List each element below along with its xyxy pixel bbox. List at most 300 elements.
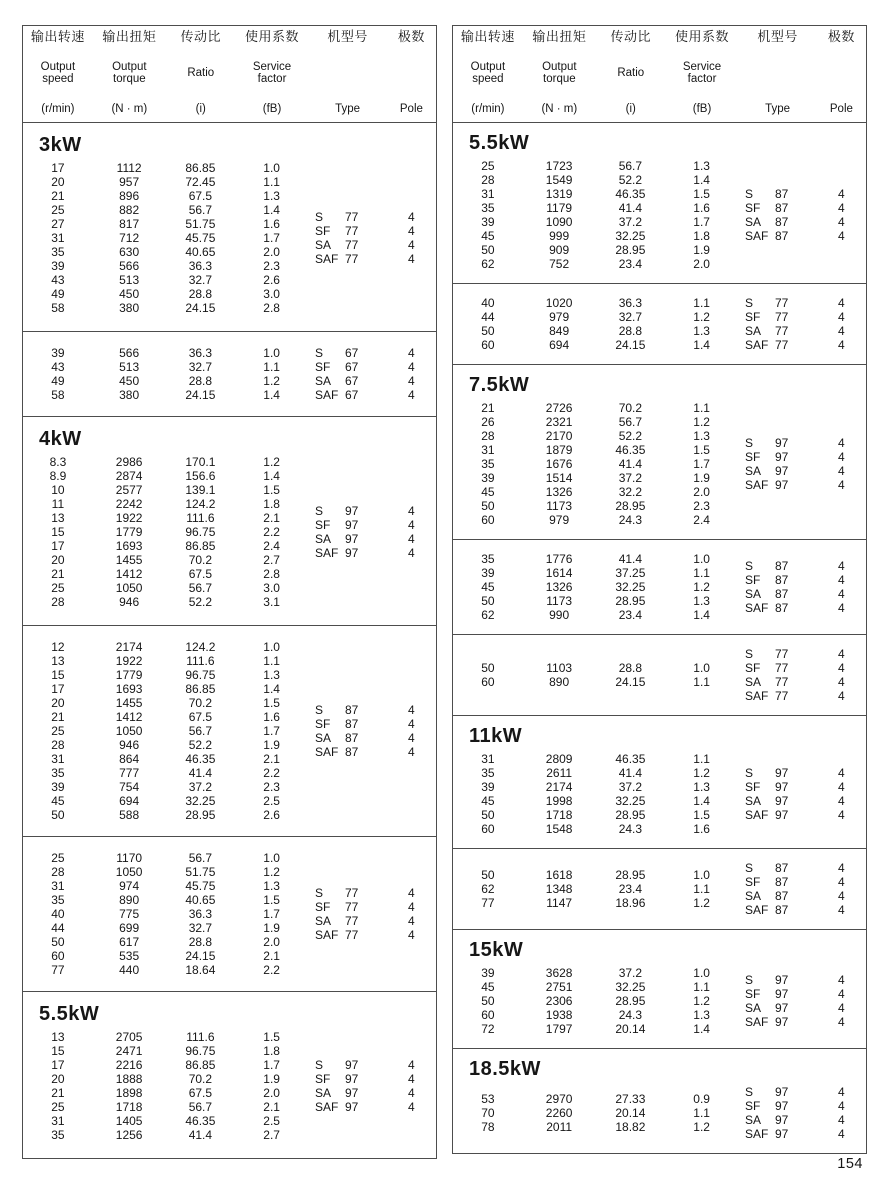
type-row xyxy=(738,464,866,478)
type-row xyxy=(738,436,866,450)
cell-output-torque: 380 xyxy=(119,388,140,402)
type-size: 87 xyxy=(344,717,359,731)
cell-output-torque: 1412 xyxy=(115,710,143,724)
column-header-zh: 输出转速 xyxy=(30,29,85,44)
table-row xyxy=(453,296,738,310)
table-row xyxy=(23,654,308,668)
table-row xyxy=(23,301,308,315)
cell-output-torque: 1412 xyxy=(115,567,143,581)
cell-type xyxy=(738,1001,817,1015)
table-row xyxy=(23,567,308,581)
cell-output-speed: 60 xyxy=(481,1008,495,1022)
type-row xyxy=(738,808,866,822)
cell-output-torque: 1103 xyxy=(546,661,573,675)
type-row xyxy=(308,717,436,731)
table-row xyxy=(453,1092,738,1106)
cell-output-speed: 35 xyxy=(481,552,495,566)
type-rows xyxy=(308,504,436,560)
cell-service-factor: 1.3 xyxy=(263,879,280,893)
table-row xyxy=(453,896,738,910)
column-header-en: Output torque xyxy=(112,60,147,85)
cell-ratio: 24.15 xyxy=(615,338,646,352)
cell-type xyxy=(738,1099,817,1113)
column-header-zh: 极数 xyxy=(827,29,855,44)
section-title: 5.5kW xyxy=(39,1003,100,1025)
data-rows xyxy=(453,1092,738,1134)
type-row xyxy=(738,478,866,492)
table-row xyxy=(23,921,308,935)
cell-ratio: 28.8 xyxy=(618,324,643,338)
column-header-output-speed xyxy=(453,31,523,115)
cell-output-torque: 617 xyxy=(119,935,140,949)
cell-ratio: 32.25 xyxy=(185,794,216,808)
cell-service-factor: 2.4 xyxy=(693,513,710,527)
cell-service-factor: 1.8 xyxy=(263,497,280,511)
type-size: 87 xyxy=(774,601,789,615)
type-row xyxy=(308,900,436,914)
cell-ratio: 46.35 xyxy=(615,752,646,766)
type-size: 77 xyxy=(344,238,359,252)
cell-output-torque: 1147 xyxy=(546,896,573,910)
table-row xyxy=(23,1058,308,1072)
cell-output-speed: 50 xyxy=(481,808,495,822)
table-row xyxy=(23,217,308,231)
table-row xyxy=(453,868,738,882)
table-row xyxy=(453,173,738,187)
section-body xyxy=(453,159,866,271)
type-series: SAF xyxy=(314,928,339,942)
spec-table-right xyxy=(452,25,867,1154)
type-size: 97 xyxy=(774,450,789,464)
cell-output-torque: 754 xyxy=(119,780,140,794)
type-row xyxy=(738,987,866,1001)
column-header-en: Output speed xyxy=(470,60,506,85)
type-size: 97 xyxy=(774,478,789,492)
type-series: SAF xyxy=(314,1100,339,1114)
cell-output-torque: 694 xyxy=(549,338,570,352)
type-series: SA xyxy=(314,374,331,388)
type-size: 77 xyxy=(774,675,789,689)
type-series: S xyxy=(744,861,753,875)
table-row xyxy=(453,201,738,215)
cell-service-factor: 2.0 xyxy=(263,1086,280,1100)
cell-output-speed: 25 xyxy=(51,581,65,595)
cell-ratio: 52.2 xyxy=(618,173,643,187)
column-header-ratio xyxy=(166,31,236,115)
cell-output-speed: 39 xyxy=(51,259,65,273)
cell-type xyxy=(308,346,387,360)
cell-output-speed: 60 xyxy=(481,675,495,689)
cell-type xyxy=(308,238,387,252)
cell-type xyxy=(738,689,817,703)
cell-service-factor: 1.6 xyxy=(693,822,710,836)
type-size: 97 xyxy=(774,436,789,450)
cell-service-factor: 1.0 xyxy=(693,966,710,980)
cell-pole: 4 xyxy=(837,559,845,573)
cell-output-speed: 20 xyxy=(51,175,65,189)
cell-output-torque: 1797 xyxy=(545,1022,573,1036)
cell-output-speed: 21 xyxy=(51,567,65,581)
cell-pole: 4 xyxy=(407,360,415,374)
cell-output-torque: 1050 xyxy=(115,724,143,738)
cell-ratio: 67.5 xyxy=(188,1086,213,1100)
cell-output-torque: 2216 xyxy=(115,1058,143,1072)
table-row xyxy=(23,907,308,921)
cell-service-factor: 2.8 xyxy=(263,301,280,315)
cell-output-speed: 45 xyxy=(481,794,495,808)
cell-output-speed: 58 xyxy=(51,301,65,315)
cell-service-factor: 2.7 xyxy=(263,1128,280,1142)
column-header-pole xyxy=(387,31,436,115)
type-row xyxy=(738,296,866,310)
table-row xyxy=(23,808,308,822)
table-row xyxy=(453,675,738,689)
cell-service-factor: 1.9 xyxy=(693,243,710,257)
type-row xyxy=(308,504,436,518)
type-size: 77 xyxy=(344,210,359,224)
cell-output-torque: 588 xyxy=(119,808,140,822)
table-row xyxy=(453,415,738,429)
column-header-unit: (i) xyxy=(195,102,206,115)
cell-type xyxy=(738,973,817,987)
type-row xyxy=(308,1058,436,1072)
cell-pole: 4 xyxy=(407,224,415,238)
type-rows xyxy=(738,559,866,615)
cell-output-torque: 2809 xyxy=(545,752,573,766)
cell-ratio: 46.35 xyxy=(185,1114,216,1128)
table-row xyxy=(23,273,308,287)
cell-ratio: 56.7 xyxy=(618,415,643,429)
type-size: 77 xyxy=(774,661,789,675)
cell-pole: 4 xyxy=(407,546,415,560)
type-rows xyxy=(738,647,866,703)
type-rows xyxy=(308,886,436,942)
cell-output-torque: 1090 xyxy=(545,215,573,229)
section-body xyxy=(453,647,866,703)
type-row xyxy=(738,647,866,661)
cell-service-factor: 1.5 xyxy=(263,1030,280,1044)
type-series: SA xyxy=(744,215,761,229)
cell-pole: 4 xyxy=(837,464,845,478)
cell-output-speed: 70 xyxy=(481,1106,495,1120)
column-header-en: Service factor xyxy=(682,60,722,85)
cell-type xyxy=(738,861,817,875)
cell-ratio: 24.15 xyxy=(185,301,216,315)
cell-pole: 4 xyxy=(837,436,845,450)
column-header-zh: 传动比 xyxy=(610,29,652,44)
type-row xyxy=(738,780,866,794)
type-size: 87 xyxy=(344,731,359,745)
cell-ratio: 56.7 xyxy=(188,1100,213,1114)
cell-service-factor: 2.6 xyxy=(263,808,280,822)
type-rows xyxy=(738,766,866,822)
table-row xyxy=(23,595,308,609)
type-row xyxy=(308,210,436,224)
type-series: SA xyxy=(314,914,331,928)
cell-output-speed: 31 xyxy=(481,443,495,457)
type-series: SF xyxy=(314,224,331,238)
column-header-service-factor xyxy=(236,31,309,115)
cell-output-speed: 8.3 xyxy=(49,455,67,469)
table-row xyxy=(23,511,308,525)
cell-ratio: 23.4 xyxy=(618,608,643,622)
cell-pole: 4 xyxy=(837,1099,845,1113)
type-size: 87 xyxy=(774,215,789,229)
cell-output-torque: 1718 xyxy=(115,1100,143,1114)
table-row xyxy=(23,161,308,175)
cell-service-factor: 1.3 xyxy=(693,159,710,173)
cell-service-factor: 1.9 xyxy=(263,921,280,935)
cell-service-factor: 1.0 xyxy=(263,346,280,360)
cell-output-torque: 946 xyxy=(119,738,140,752)
cell-output-speed: 62 xyxy=(481,882,495,896)
cell-pole: 4 xyxy=(837,766,845,780)
type-series: SA xyxy=(744,1113,761,1127)
power-section xyxy=(453,635,866,716)
cell-pole: 4 xyxy=(837,903,845,917)
cell-ratio: 46.35 xyxy=(185,752,216,766)
cell-service-factor: 1.5 xyxy=(693,443,710,457)
cell-output-torque: 2577 xyxy=(115,483,143,497)
type-row xyxy=(738,675,866,689)
data-rows xyxy=(23,640,308,822)
table-row xyxy=(453,661,738,675)
cell-ratio: 28.8 xyxy=(188,374,213,388)
cell-output-speed: 15 xyxy=(51,525,65,539)
power-section xyxy=(23,123,436,332)
cell-output-speed: 31 xyxy=(51,752,65,766)
table-header xyxy=(23,26,436,123)
cell-output-speed: 13 xyxy=(51,654,65,668)
cell-service-factor: 1.5 xyxy=(263,696,280,710)
cell-service-factor: 1.1 xyxy=(693,1106,710,1120)
cell-output-torque: 896 xyxy=(119,189,140,203)
cell-type xyxy=(738,215,817,229)
cell-output-torque: 1998 xyxy=(545,794,573,808)
cell-output-torque: 3628 xyxy=(545,966,573,980)
cell-output-speed: 60 xyxy=(481,338,495,352)
table-row xyxy=(453,499,738,513)
table-row xyxy=(453,766,738,780)
cell-ratio: 70.2 xyxy=(188,1072,213,1086)
type-size: 97 xyxy=(774,987,789,1001)
cell-service-factor: 1.9 xyxy=(693,471,710,485)
cell-ratio: 36.3 xyxy=(618,296,643,310)
cell-ratio: 51.75 xyxy=(185,217,216,231)
cell-output-torque: 2986 xyxy=(115,455,143,469)
cell-ratio: 67.5 xyxy=(188,189,213,203)
cell-ratio: 70.2 xyxy=(188,553,213,567)
type-size: 87 xyxy=(344,745,359,759)
power-section xyxy=(453,1049,866,1153)
data-rows xyxy=(453,868,738,910)
cell-pole: 4 xyxy=(407,518,415,532)
cell-service-factor: 1.1 xyxy=(693,296,710,310)
cell-ratio: 52.2 xyxy=(188,595,213,609)
type-row xyxy=(308,518,436,532)
column-header-output-speed xyxy=(23,31,93,115)
cell-type xyxy=(738,601,817,615)
type-series: SAF xyxy=(744,903,769,917)
cell-output-speed: 72 xyxy=(481,1022,495,1036)
cell-ratio: 46.35 xyxy=(615,443,646,457)
cell-service-factor: 1.5 xyxy=(263,893,280,907)
cell-output-torque: 2260 xyxy=(545,1106,573,1120)
type-series: SF xyxy=(744,573,761,587)
table-row xyxy=(23,374,308,388)
type-size: 97 xyxy=(774,1127,789,1141)
cell-ratio: 36.3 xyxy=(188,259,213,273)
type-rows xyxy=(738,187,866,243)
type-size: 97 xyxy=(344,1086,359,1100)
cell-service-factor: 2.3 xyxy=(263,780,280,794)
type-size: 87 xyxy=(344,703,359,717)
cell-pole: 4 xyxy=(407,238,415,252)
cell-pole: 4 xyxy=(837,808,845,822)
cell-output-speed: 50 xyxy=(481,868,495,882)
cell-ratio: 28.95 xyxy=(615,594,646,608)
cell-ratio: 37.2 xyxy=(618,471,643,485)
type-rows xyxy=(738,861,866,917)
cell-output-torque: 909 xyxy=(549,243,570,257)
table-row xyxy=(23,1072,308,1086)
cell-output-torque: 1179 xyxy=(546,201,573,215)
cell-pole: 4 xyxy=(837,861,845,875)
cell-service-factor: 2.0 xyxy=(693,257,710,271)
cell-ratio: 40.65 xyxy=(185,893,216,907)
cell-service-factor: 1.8 xyxy=(263,1044,280,1058)
type-row xyxy=(738,889,866,903)
cell-output-speed: 20 xyxy=(51,1072,65,1086)
cell-ratio: 156.6 xyxy=(185,469,216,483)
table-row xyxy=(453,159,738,173)
type-row xyxy=(738,766,866,780)
type-series: SA xyxy=(314,238,331,252)
cell-ratio: 56.7 xyxy=(618,159,643,173)
table-row xyxy=(453,780,738,794)
type-series: S xyxy=(314,504,323,518)
type-row xyxy=(308,546,436,560)
cell-pole: 4 xyxy=(837,229,845,243)
cell-service-factor: 1.1 xyxy=(693,752,710,766)
table-row xyxy=(23,231,308,245)
cell-pole: 4 xyxy=(837,1085,845,1099)
cell-output-torque: 946 xyxy=(119,595,140,609)
cell-output-torque: 1676 xyxy=(545,457,573,471)
type-size: 97 xyxy=(344,518,359,532)
cell-ratio: 28.8 xyxy=(618,661,643,675)
type-size: 77 xyxy=(344,252,359,266)
cell-service-factor: 1.5 xyxy=(263,483,280,497)
cell-output-speed: 27 xyxy=(51,217,65,231)
type-series: SA xyxy=(744,464,761,478)
type-rows xyxy=(308,1058,436,1114)
cell-service-factor: 1.3 xyxy=(693,780,710,794)
table-row xyxy=(23,287,308,301)
table-row xyxy=(23,1114,308,1128)
type-row xyxy=(308,731,436,745)
section-body xyxy=(453,752,866,836)
cell-output-speed: 39 xyxy=(481,471,495,485)
cell-output-speed: 35 xyxy=(481,766,495,780)
cell-output-speed: 77 xyxy=(51,963,65,977)
type-size: 97 xyxy=(774,780,789,794)
table-row xyxy=(23,949,308,963)
table-row xyxy=(453,1120,738,1134)
table-row xyxy=(23,553,308,567)
power-section xyxy=(453,123,866,284)
table-row xyxy=(453,443,738,457)
column-header-en: Service factor xyxy=(252,60,292,85)
table-row xyxy=(453,1008,738,1022)
cell-ratio: 32.25 xyxy=(615,794,646,808)
cell-type xyxy=(308,1058,387,1072)
cell-output-torque: 2011 xyxy=(546,1120,573,1134)
cell-pole: 4 xyxy=(837,1015,845,1029)
table-row xyxy=(453,994,738,1008)
cell-output-speed: 25 xyxy=(51,203,65,217)
type-row xyxy=(308,703,436,717)
column-header-zh: 输出转速 xyxy=(460,29,515,44)
cell-ratio: 28.95 xyxy=(615,243,646,257)
cell-pole: 4 xyxy=(837,296,845,310)
section-title: 11kW xyxy=(469,725,523,747)
cell-output-torque: 566 xyxy=(119,346,140,360)
cell-output-speed: 15 xyxy=(51,668,65,682)
cell-pole: 4 xyxy=(837,689,845,703)
cell-output-torque: 817 xyxy=(119,217,140,231)
type-row xyxy=(738,875,866,889)
cell-pole: 4 xyxy=(837,324,845,338)
cell-output-speed: 60 xyxy=(51,949,65,963)
type-row xyxy=(738,201,866,215)
type-size: 97 xyxy=(774,1113,789,1127)
column-header-unit: (i) xyxy=(625,102,636,115)
type-row xyxy=(308,1100,436,1114)
cell-service-factor: 2.0 xyxy=(693,485,710,499)
cell-output-torque: 1938 xyxy=(545,1008,573,1022)
cell-pole: 4 xyxy=(837,478,845,492)
type-series: S xyxy=(314,210,323,224)
power-section xyxy=(23,837,436,992)
cell-pole: 4 xyxy=(837,1113,845,1127)
cell-ratio: 51.75 xyxy=(185,865,216,879)
cell-type xyxy=(308,504,387,518)
cell-type xyxy=(308,703,387,717)
cell-type xyxy=(308,900,387,914)
cell-output-torque: 2306 xyxy=(545,994,573,1008)
cell-pole: 4 xyxy=(837,338,845,352)
table-row xyxy=(23,668,308,682)
cell-ratio: 32.7 xyxy=(618,310,643,324)
cell-service-factor: 1.5 xyxy=(693,187,710,201)
cell-output-torque: 1514 xyxy=(545,471,573,485)
cell-ratio: 28.95 xyxy=(615,994,646,1008)
table-row xyxy=(453,243,738,257)
table-row xyxy=(23,175,308,189)
cell-service-factor: 1.3 xyxy=(693,1008,710,1022)
cell-pole: 4 xyxy=(407,532,415,546)
type-row xyxy=(738,559,866,573)
section-body xyxy=(453,552,866,622)
cell-output-speed: 45 xyxy=(481,980,495,994)
cell-service-factor: 1.2 xyxy=(263,455,280,469)
power-section xyxy=(23,626,436,837)
type-row xyxy=(738,215,866,229)
type-series: S xyxy=(744,559,753,573)
cell-output-torque: 1256 xyxy=(115,1128,143,1142)
cell-ratio: 28.95 xyxy=(615,499,646,513)
